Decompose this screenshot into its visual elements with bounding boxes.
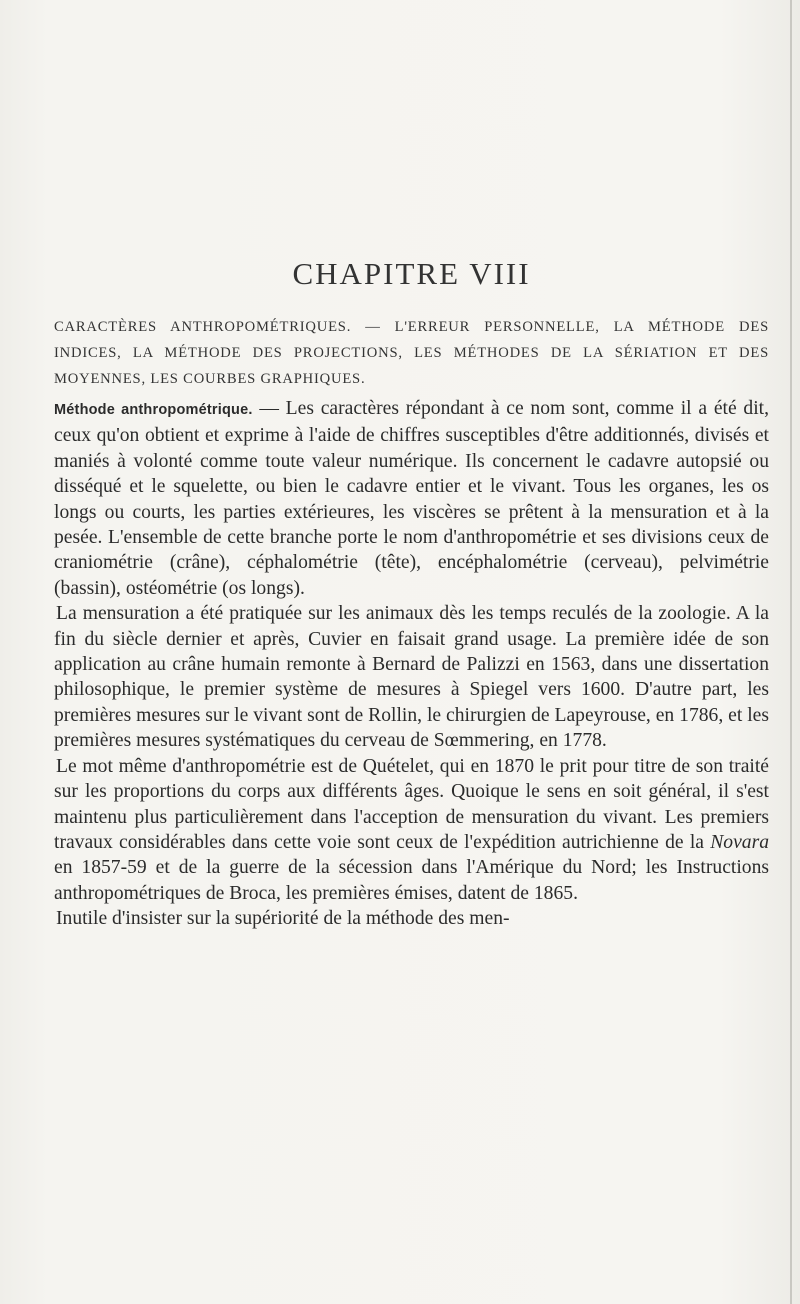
ship-name-italic: Novara	[710, 831, 769, 853]
paragraph-4: Inutile d'insister sur la supériorité de la méthode des men-	[56, 908, 510, 930]
body-text	[54, 396, 769, 932]
paragraph-3-text-b: en 1857-59 et de la guerre de la sécession dans l'Amérique du Nord; les Instructions anthropométriques de Broca, les premières émises, datent de 1865.	[54, 857, 769, 904]
paragraph-3	[54, 754, 769, 906]
page-edge-shadow	[790, 0, 792, 1304]
section-lead-heading: Méthode anthropométrique.	[54, 402, 253, 418]
chapter-title: CHAPITRE VIII	[292, 256, 531, 291]
chapter-summary: CARACTÈRES ANTHROPOMÉTRIQUES. — L'ERREUR PERSONNELLE, LA MÉTHODE DES INDICES, LA MÉTHODE DES PROJECTIONS, LES MÉTHODES DE LA SÉRIATION ET DES MOYENNES, LES COURBES GRAPHIQUES.	[54, 319, 769, 387]
paragraph-1	[54, 396, 769, 601]
paragraph-1-text: — Les caractères répondant à ce nom sont, comme il a été dit, ceux qu'on obtient et exprime à l'aide de chiffres susceptibles d'être additionnés, divisés et maniés à volonté comme toute valeur numérique. Ils concernent le cadavre autopsié ou disséqué et le squelette, ou bien le cadavre entier et le vivant. Tous les organes, les os longs ou courts, les parties extérieures, les viscères se prêtent à la mensuration et à la pesée. L'ensemble de cette branche porte le nom d'anthropométrie et ses divisions ceux de craniométrie (crâne), céphalométrie (tête), encéphalométrie (cerveau), pelvimétrie (bassin), ostéométrie (os longs).	[54, 398, 769, 599]
paragraph-3-text-a: Le mot même d'anthropométrie est de Quételet, qui en 1870 le prit pour titre de son traité sur les proportions du corps aux différents âges. Quoique le sens en soit général, il s'est maintenu plus particulièrement dans l'acception de mensuration du vivant. Les premiers travaux considérables dans cette voie sont ceux de l'expédition autrichienne de la	[54, 755, 769, 853]
paragraph-2: La mensuration a été pratiquée sur les animaux dès les temps reculés de la zoologie. A la fin du siècle dernier et après, Cuvier en faisait grand usage. La première idée de son application au crâne humain remonte à Bernard de Palizzi en 1563, dans une dissertation philosophique, le premier système de mesures à Spiegel vers 1600. D'autre part, les premières mesures sur le vivant sont de Rollin, le chirurgien de Lapeyrouse, en 1786, et les premières mesures systématiques du cerveau de Sœmmering, en 1778.	[54, 603, 769, 752]
